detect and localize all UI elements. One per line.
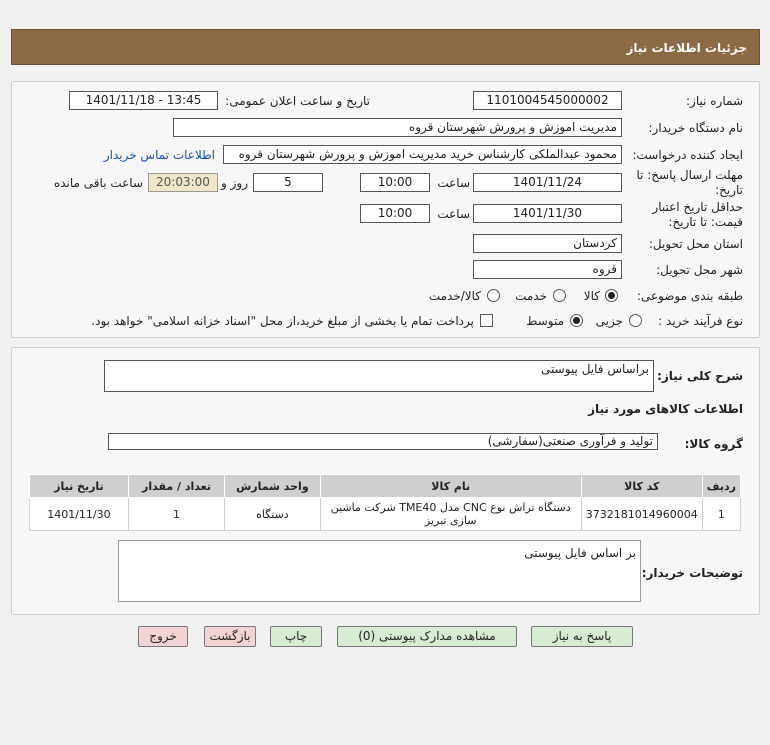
need-number-label: شماره نیاز: [686,94,743,108]
announce-label: تاریخ و ساعت اعلان عمومی: [225,94,370,108]
cell-code: 3732181014960004 [581,498,702,531]
creator-label: ایجاد کننده درخواست: [632,148,743,162]
validity-label-date: قیمت: تا تاریخ: [668,215,743,229]
col-date-header: تاریخ نیاز [30,475,129,498]
announce-field: 1401/11/18 - 13:45 [69,91,218,110]
col-row-header: ردیف [702,475,740,498]
print-button[interactable]: چاپ [270,626,322,647]
cell-qty: 1 [128,498,224,531]
cell-name: دستگاه تراش نوع CNC مدل TME40 شرکت ماشین سازی تبریز [320,498,581,531]
validity-date-field: 1401/11/30 [473,204,622,223]
remaining-label: ساعت باقی مانده [53,176,143,190]
category-goods-radio[interactable] [605,289,618,302]
category-service-radio[interactable] [553,289,566,302]
items-table [29,474,741,531]
goods-group-field: تولید و فرآوری صنعتی(سفارشی) [108,433,658,450]
page-header [11,29,760,65]
view-attachments-button[interactable]: مشاهده مدارک پیوستی (0) [337,626,517,647]
remaining-time-field: 20:03:00 [148,173,218,192]
process-minor-label: جزیی [595,314,623,328]
validity-time-field: 10:00 [360,204,430,223]
buyer-notes-field: بر اساس فایل پیوستی [118,540,641,602]
need-number-field: 1101004545000002 [473,91,622,110]
category-service-label: خدمت [515,289,547,303]
contact-info-link[interactable]: اطلاعات تماس خریدار [103,148,215,162]
buyer-org-label: نام دستگاه خریدار: [648,121,743,135]
deadline-time-field: 10:00 [360,173,430,192]
page-title: جزئیات اطلاعات نیاز [626,41,747,55]
deadline-date-field: 1401/11/24 [473,173,622,192]
validity-time-label: ساعت [437,207,470,221]
category-goods-service-label: کالا/خدمت [428,289,481,303]
col-qty-header: تعداد / مقدار [128,475,224,498]
treasury-payment-checkbox[interactable] [480,314,493,327]
city-label: شهر محل تحویل: [656,263,743,277]
cell-unit: دستگاه [225,498,320,531]
validity-label: حداقل تاریخ اعتبار [652,200,743,214]
goods-info-title: اطلاعات کالاهای مورد نیاز [588,402,743,416]
creator-field: محمود عبدالملکی کارشناس خرید مدیریت اموزش و پرورش شهرستان قروه [223,145,622,164]
col-code-header: کد کالا [581,475,702,498]
category-goods-service-radio[interactable] [487,289,500,302]
days-label: روز و [221,176,248,190]
process-minor-radio[interactable] [629,314,642,327]
deadline-label: مهلت ارسال پاسخ: تا [636,168,743,182]
deadline-time-label: ساعت [437,176,470,190]
buyer-org-field: مدیریت اموزش و پرورش شهرستان قروه [173,118,622,137]
province-field: کردستان [473,234,622,253]
back-button[interactable]: بازگشت [204,626,256,647]
table-row [30,498,741,531]
process-medium-label: متوسط [526,314,564,328]
exit-button[interactable]: خروج [138,626,188,647]
treasury-payment-note: پرداخت تمام یا بخشی از مبلغ خرید،از محل "اسناد خزانه اسلامی" خواهد بود. [91,314,474,328]
province-label: استان محل تحویل: [648,237,743,251]
reply-button[interactable]: پاسخ به نیاز [531,626,633,647]
goods-group-label: گروه کالا: [684,437,743,451]
general-desc-field: براساس فایل پیوستی [104,360,654,392]
cell-row: 1 [702,498,740,531]
col-unit-header: واحد شمارش [225,475,320,498]
category-goods-label: کالا [583,289,600,303]
general-desc-label: شرح کلی نیاز: [657,369,743,383]
col-name-header: نام کالا [320,475,581,498]
buyer-notes-label: توضیحات خریدار: [641,566,743,580]
cell-date: 1401/11/30 [30,498,129,531]
deadline-label-date: تاریخ: [715,183,743,197]
table-header-row [30,475,741,498]
category-label: طبقه بندی موضوعی: [636,289,743,303]
process-medium-radio[interactable] [570,314,583,327]
process-label: نوع فرآیند خرید : [658,314,743,328]
city-field: قروه [473,260,622,279]
days-field: 5 [253,173,323,192]
